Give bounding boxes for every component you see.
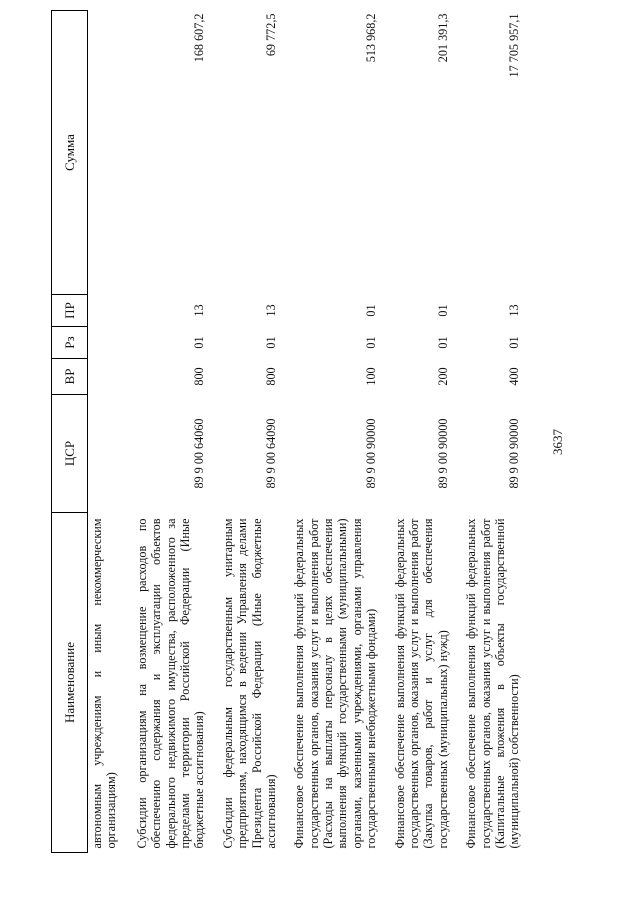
table-row (379, 11, 451, 853)
row-vr: 100 (364, 367, 379, 386)
row-rz: 01 (435, 336, 450, 349)
row-name: автономным учреждениям и иным некоммерческим организациям) (90, 518, 119, 849)
row-csr: 89 9 00 64090 (263, 418, 278, 489)
row-sum: 17 705 957,1 (507, 13, 522, 78)
row-sum: 168 607,2 (192, 13, 207, 63)
row-sum: 201 391,3 (435, 13, 450, 63)
row-name: Финансовое обеспечение выполнения функций федеральных государственных органов, оказания услуг и выполнения работ (Закупка товаров, работ и услуг для обеспечения государственных (муниципальных) нужд) (392, 518, 450, 849)
row-vr: 400 (507, 367, 522, 386)
row-pr: 01 (364, 304, 379, 317)
row-vr (88, 359, 121, 395)
table-row (450, 11, 522, 853)
header-vr: ВР (52, 359, 88, 395)
row-sum (88, 11, 121, 295)
row-rz (88, 327, 121, 359)
row-vr: 800 (192, 367, 207, 386)
row-pr: 13 (192, 304, 207, 317)
header-pr: ПР (52, 295, 88, 327)
header-name: Наименование (52, 513, 88, 853)
row-pr (88, 295, 121, 327)
row-rz: 01 (364, 336, 379, 349)
row-name: Субсидии организациям на возмещение расходов по обеспечению содержания и эксплуатации объектов федерального недвижимого имущества, расположенного за пределами территории Российской Федерации (Иные бюджетные ассигнования) (134, 518, 207, 849)
row-vr: 800 (263, 367, 278, 386)
row-rz: 01 (263, 336, 278, 349)
row-csr: 89 9 00 90000 (435, 418, 450, 489)
row-name: Финансовое обеспечение выполнения функций федеральных государственных органов, оказания услуг и выполнения работ (Капитальные вложения в объекты государственной (муниципальной) собственности) (464, 518, 522, 849)
row-csr (88, 395, 121, 513)
header-csr: ЦСР (52, 395, 88, 513)
table-row (88, 11, 121, 853)
row-name: Субсидии федеральным государственным унитарным предприятиям, находящимся в ведении Управления делами Президента Российской Федерации (Иные бюджетные ассигнования) (220, 518, 278, 849)
table-header-row (52, 11, 88, 853)
table-row (278, 11, 378, 853)
row-csr: 89 9 00 64060 (192, 418, 207, 489)
row-sum: 513 968,2 (364, 13, 379, 63)
row-csr: 89 9 00 90000 (507, 418, 522, 489)
page-number: 3637 (550, 429, 565, 455)
header-sum: Сумма (52, 11, 88, 295)
row-pr: 13 (263, 304, 278, 317)
row-vr: 200 (435, 367, 450, 386)
row-rz: 01 (192, 336, 207, 349)
header-rz: Рз (52, 327, 88, 359)
table-row (121, 11, 207, 853)
row-name: Финансовое обеспечение выполнения функций федеральных государственных органов, оказания услуг и выполнения работ (Расходы на выплаты персоналу в целях обеспечения выполнения функций государственными (муниципальными) органами, казенными учреждениями, органами управления государственными внебюджетными фондами) (292, 518, 379, 849)
table-row (207, 11, 279, 853)
row-pr: 13 (507, 304, 522, 317)
budget-table (51, 10, 522, 853)
row-rz: 01 (507, 336, 522, 349)
rotated-page-content (51, 11, 603, 853)
row-pr: 01 (435, 304, 450, 317)
row-sum: 69 772,5 (263, 13, 278, 57)
row-csr: 89 9 00 90000 (364, 418, 379, 489)
